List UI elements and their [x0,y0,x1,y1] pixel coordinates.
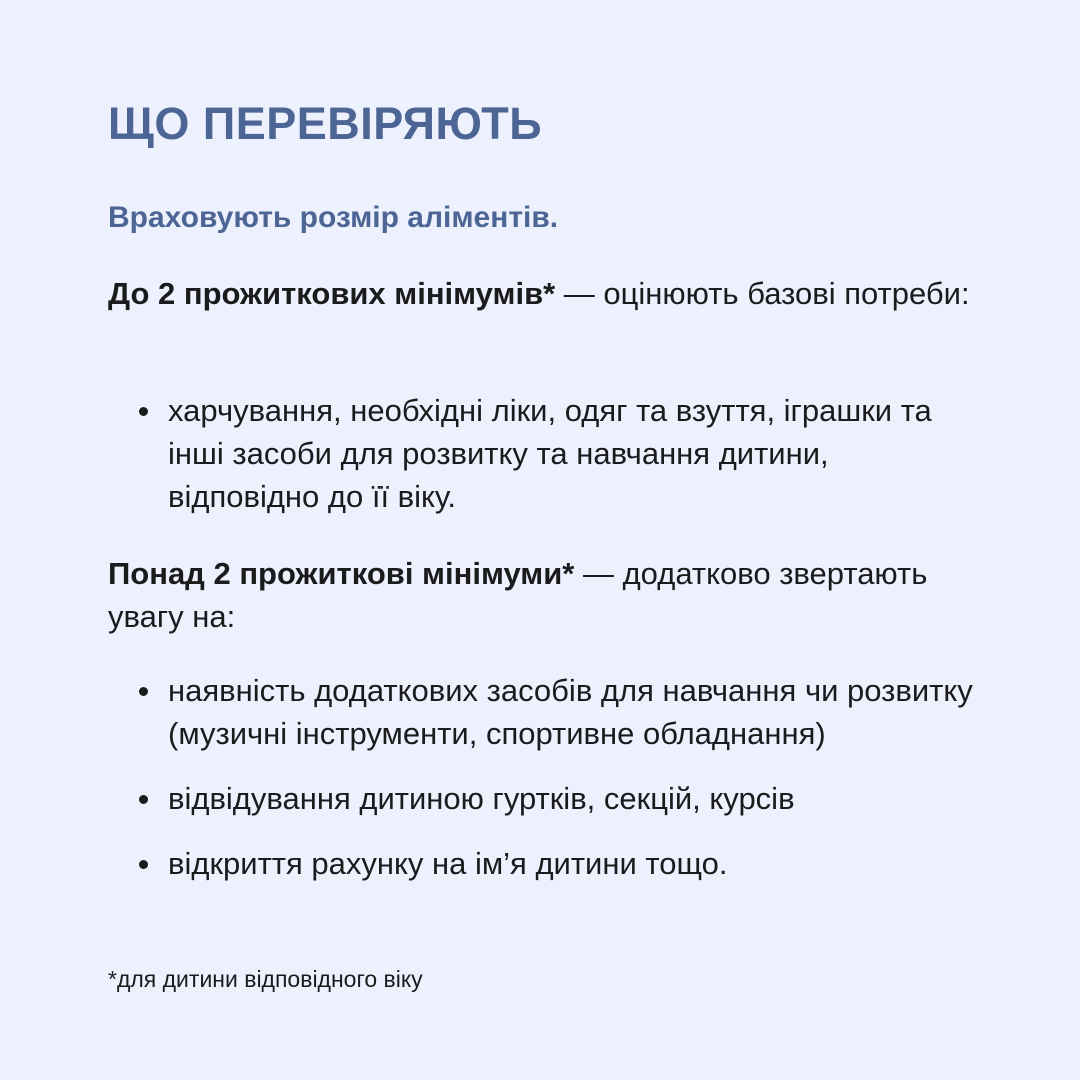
list-item: харчування, необхідні ліки, одяг та взуття, іграшки та інші засоби для розвитку та навчання дитини, відповідно до її віку. [138,389,983,518]
subtitle: Враховують розмір аліментів. [108,201,559,234]
footnote: *для дитини відповідного віку [108,966,423,992]
list-item: відкриття рахунку на ім’я дитини тощо. [138,842,983,885]
section-1-paragraph [108,272,978,315]
page-content [108,0,988,1080]
list-item: наявність додаткових засобів для навчання чи розвитку (музичні інструменти, спортивне обладнання) [138,669,983,755]
list-item: відвідування дитиною гуртків, секцій, курсів [138,777,983,820]
section-2-heading: Понад 2 прожиткові мінімуми* [108,556,575,591]
section-1-heading: До 2 прожиткових мінімумів* [108,276,556,311]
section-1-text: — оцінюють базові потреби: [555,276,970,311]
section-1-list [138,389,983,518]
section-2-list [138,669,983,885]
section-2-text: — додатково звертають увагу на: [108,556,928,634]
section-2-paragraph [108,552,978,638]
page-title: ЩО ПЕРЕВІРЯЮТЬ [108,98,543,149]
